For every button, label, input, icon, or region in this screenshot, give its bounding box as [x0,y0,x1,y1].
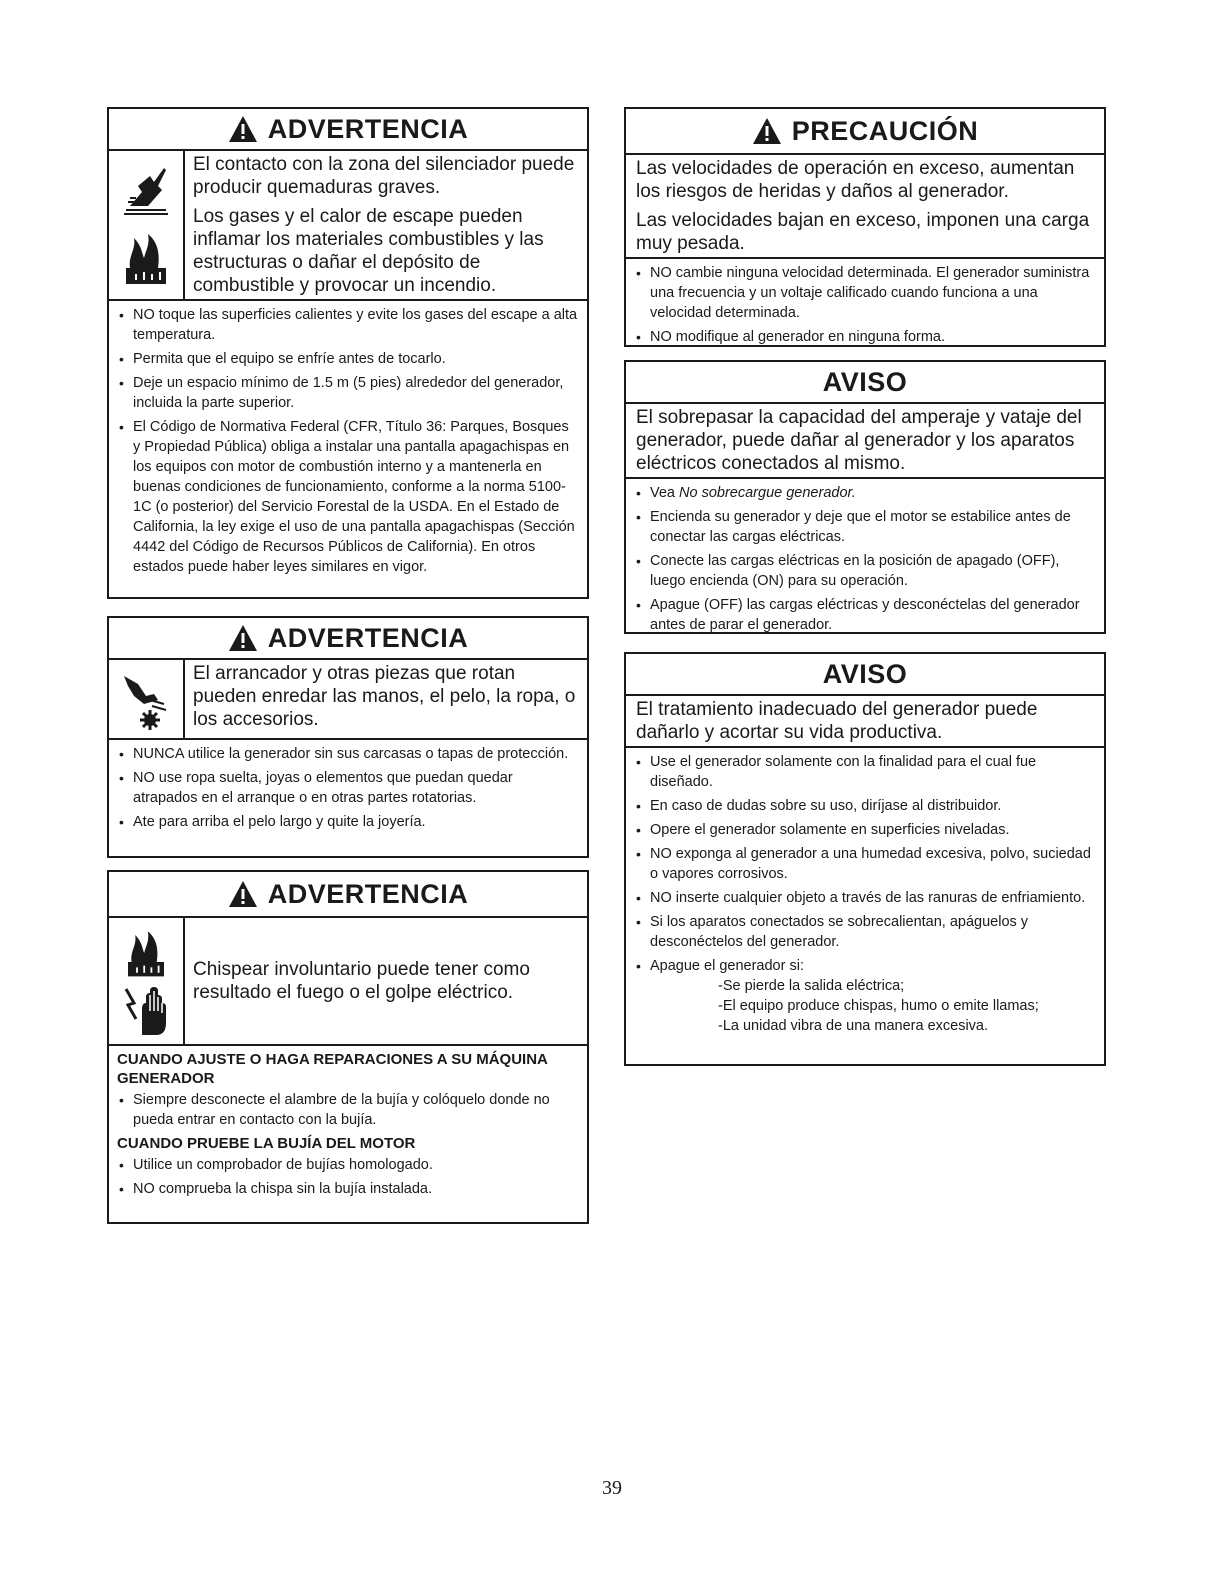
warning-paragraph: Chispear involuntario puede tener como resultado el fuego o el golpe eléctrico. [193,959,530,1003]
warning-header [109,618,587,660]
warning-paragraph: El arrancador y otras piezas que rotan pueden enredar las manos, el pelo, la ropa, o los accesorios. [193,663,576,730]
list-item: • Utilice un comprobador de bujías homologado. [117,1155,579,1175]
list-item: • NO inserte cualquier objeto a través de las ranuras de enfriamiento. [634,888,1096,908]
warning-bullet-list [109,301,587,587]
hot-surface-hand-icon [120,162,172,218]
warning-box-rotating-parts [107,616,589,858]
warning-paragraph: Los gases y el calor de escape pueden inflamar los materiales combustibles y las estructuras o dañar el depósito de combustible y provocar un incendio. [193,206,544,296]
list-item: • Use el generador solamente con la finalidad para el cual fue diseñado. [634,752,1096,792]
caution-box-speed [624,107,1106,347]
warning-title: ADVERTENCIA [267,879,469,909]
list-item: • NUNCA utilice la generador sin sus carcasas o tapas de protección. [117,744,579,764]
see-prefix: Vea [650,485,675,501]
warning-paragraph: El contacto con la zona del silenciador puede producir quemaduras graves. [193,154,575,198]
warning-box-exhaust [107,107,589,599]
sub-item: -Se pierde la salida eléctrica; [718,978,905,994]
warning-text [185,660,587,738]
fire-icon [120,926,172,980]
list-item: • Apague (OFF) las cargas eléctricas y desconéctelas del generador antes de parar el generador. [634,595,1096,635]
list-item: • En caso de dudas sobre su uso, diríjase al distribuidor. [634,796,1096,816]
notice-title: AVISO [822,367,908,397]
list-item: • Ate para arriba el pelo largo y quite la joyería. [117,812,579,832]
warning-header [109,109,587,151]
warning-header [109,872,587,918]
list-item: • Opere el generador solamente en superficies niveladas. [634,820,1096,840]
list-item: • El Código de Normativa Federal (CFR, Título 36: Parques, Bosques y Propiedad Pública) obliga a instalar una pantalla apagachispas en los equipos con motor de combustión interno y a mantenerla en buenas condiciones de funcionamiento, conforme a la norma 5100-1C (o posterior) del Servicio Forestal de la USDA. En el Estado de California, la ley exige el uso de una pantalla apagachispas (Sección 4442 del Código de Recursos Públicos de California). En otros estados puede haber leyes similares en vigor. [117,417,579,577]
warning-icon-row [109,660,587,740]
list-item: • Siempre desconecte el alambre de la bujía y colóquelo donde no pueda entrar en contacto con la bujía. [117,1090,579,1130]
list-item: • Si los aparatos conectados se sobrecalientan, apáguelos y desconéctelos del generador. [634,912,1096,952]
caution-title: PRECAUCIÓN [791,116,979,146]
caution-header [626,109,1104,155]
caution-paragraph: Las velocidades bajan en exceso, imponen una carga muy pesada. [636,210,1090,254]
list-item: • Permita que el equipo se enfríe antes de tocarlo. [117,349,579,369]
fire-icon [120,228,172,288]
warning-icon-row [109,918,587,1046]
caution-paragraph: Las velocidades de operación en exceso, aumentan los riesgos de heridas y daños al generador. [636,158,1075,202]
warning-bullet-list [109,1088,587,1130]
list-item-text: Apague el generador si: [650,958,804,974]
list-item: • NO cambie ninguna velocidad determinada. El generador suministra una frecuencia y un voltaje calificado cuando funciona a una velocidad determinada. [634,263,1096,323]
sub-item: -El equipo produce chispas, humo o emite llamas; [718,998,1039,1014]
notice-text [626,696,1104,748]
notice-title: AVISO [822,659,908,689]
list-item: • NO comprueba la chispa sin la bujía instalada. [117,1179,579,1199]
notice-paragraph: El tratamiento inadecuado del generador puede dañarlo y acortar su vida productiva. [636,699,1038,743]
warning-bullet-list [109,740,587,842]
notice-box-handling [624,652,1106,1066]
list-item: • Conecte las cargas eléctricas en la posición de apagado (OFF), luego encienda (ON) para su operación. [634,551,1096,591]
notice-bullet-list [626,479,1104,645]
notice-header [626,362,1104,404]
warning-icons [109,660,185,738]
page-number: 39 [602,1477,622,1499]
section-subheading: CUANDO PRUEBE LA BUJÍA DEL MOTOR [117,1135,416,1152]
warning-triangle-icon [228,880,258,908]
warning-icon-row [109,151,587,301]
list-item: • Deje un espacio mínimo de 1.5 m (5 pies) alrededor del generador, incluida la parte superior. [117,373,579,413]
section-subheading: CUANDO AJUSTE O HAGA REPARACIONES A SU MÁQUINA GENERADOR [117,1051,548,1087]
list-item: • NO exponga al generador a una humedad excesiva, polvo, suciedad o vapores corrosivos. [634,844,1096,884]
warning-triangle-icon [228,624,258,652]
warning-title: ADVERTENCIA [267,623,469,653]
list-item: • NO use ropa suelta, joyas o elementos que puedan quedar atrapados en el arranque o en otras partes rotatorias. [117,768,579,808]
entanglement-hand-icon [120,666,172,732]
electric-shock-hand-icon [120,983,172,1037]
warning-triangle-icon [752,117,782,145]
warning-title: ADVERTENCIA [267,114,469,144]
caution-text [626,155,1104,259]
warning-text [185,151,587,299]
list-item [634,956,1096,1036]
warning-box-spark [107,870,589,1224]
notice-box-overload [624,360,1106,634]
notice-header [626,654,1104,696]
warning-bullet-list [109,1153,587,1209]
warning-text [185,918,587,1044]
list-item: • NO modifique al generador en ninguna forma. [634,327,1096,347]
sub-item: -La unidad vibra de una manera excesiva. [718,1018,989,1034]
notice-paragraph: El sobrepasar la capacidad del amperaje y vataje del generador, puede dañar al generador y los aparatos eléctricos conectados al mismo. [636,407,1082,474]
warning-icons [109,151,185,299]
caution-bullet-list [626,259,1104,357]
notice-text [626,404,1104,479]
warning-icons [109,918,185,1044]
list-item [634,483,1096,503]
cross-reference: No sobrecargue generador. [679,485,856,501]
list-item: • Encienda su generador y deje que el motor se estabilice antes de conectar las cargas eléctricas. [634,507,1096,547]
warning-triangle-icon [228,115,258,143]
notice-bullet-list [626,748,1104,1046]
list-item: • NO toque las superficies calientes y evite los gases del escape a alta temperatura. [117,305,579,345]
